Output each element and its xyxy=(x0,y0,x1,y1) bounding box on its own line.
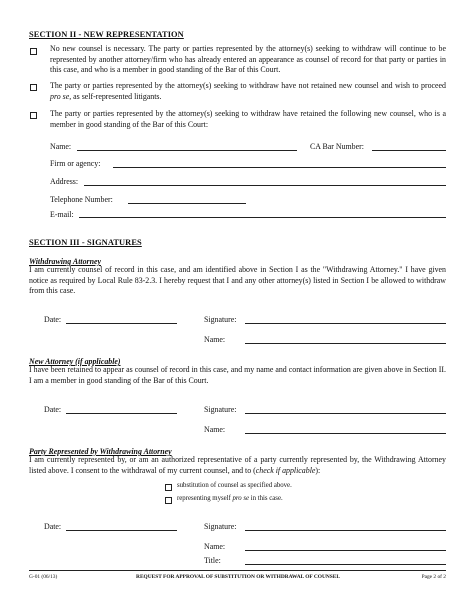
email-field[interactable] xyxy=(79,217,446,218)
new-counsel-name-field[interactable] xyxy=(77,150,297,151)
ca-bar-number-label: CA Bar Number: xyxy=(310,142,364,151)
withdrawing-attorney-title: Withdrawing Attorney xyxy=(29,257,101,266)
substitution-checkbox[interactable] xyxy=(165,484,172,491)
party-title-field[interactable] xyxy=(245,564,446,565)
party-title-label: Title: xyxy=(204,556,221,565)
party-date-field[interactable] xyxy=(66,530,177,531)
firm-label: Firm or agency: xyxy=(50,159,101,168)
email-label: E-mail: xyxy=(50,210,74,219)
withdrawing-date-label: Date: xyxy=(44,315,62,324)
footer-page-number: Page 2 of 2 xyxy=(421,574,446,580)
substitution-option-text: substitution of counsel as specified above. xyxy=(177,482,292,489)
party-signature-field[interactable] xyxy=(245,530,446,531)
new-attorney-signature-field[interactable] xyxy=(245,413,446,414)
footer-title: REQUEST FOR APPROVAL OF SUBSTITUTION OR WITHDRAWAL OF COUNSEL xyxy=(136,574,340,580)
section-3-heading: SECTION III - SIGNATURES xyxy=(29,238,142,247)
new-attorney-title: New Attorney (if applicable) xyxy=(29,357,121,366)
party-represented-statement: I am currently represented by, or am an authorized representative of a party currently represented by, the Withdrawing Attorney listed above. I consent to the withdrawal of my current counsel, and to (check if applicable): xyxy=(29,455,446,475)
new-attorney-date-field[interactable] xyxy=(66,413,177,414)
footer-rule xyxy=(29,570,446,571)
pro-se-consent-text: representing myself pro se in this case. xyxy=(177,495,283,502)
option-no-new-counsel-text: No new counsel is necessary. The party or parties represented by the attorney(s) seeking to withdraw will continue to be represented by another attorney/firm who has already entered an appearance as counsel of record for that party or parties in this case, and who is a member in good standing of the Bar of this Court. xyxy=(50,44,446,75)
footer-form-id: G-01 (06/13) xyxy=(29,574,58,580)
option-new-counsel-text: The party or parties represented by the attorney(s) seeking to withdraw have retained the following new counsel, who is a member in good standing of the Bar of this Court: xyxy=(50,109,446,129)
withdrawing-name-label: Name: xyxy=(204,335,226,344)
new-attorney-statement: I have been retained to appear as counsel of record in this case, and my name and contact information are given above in Section II. I am a member in good standing of the Bar of this Court. xyxy=(29,365,446,385)
withdrawing-name-field[interactable] xyxy=(245,343,446,344)
firm-field[interactable] xyxy=(113,167,446,168)
retained-new-counsel-checkbox[interactable] xyxy=(30,112,37,119)
pro-se-consent-checkbox[interactable] xyxy=(165,497,172,504)
pro-se-checkbox[interactable] xyxy=(30,84,37,91)
party-name-label: Name: xyxy=(204,542,226,551)
new-attorney-name-label: Name: xyxy=(204,425,226,434)
new-attorney-date-label: Date: xyxy=(44,405,62,414)
new-counsel-name-label: Name: xyxy=(50,142,72,151)
withdrawing-signature-field[interactable] xyxy=(245,323,446,324)
party-signature-label: Signature: xyxy=(204,522,237,531)
option-pro-se-text: The party or parties represented by the attorney(s) seeking to withdraw have not retained new counsel and wish to proceed pro se, as self-represented litigants. xyxy=(50,81,446,101)
new-attorney-name-field[interactable] xyxy=(245,433,446,434)
withdrawing-attorney-statement: I am currently counsel of record in this case, and am identified above in Section I as the "Withdrawing Attorney." I have given notice as required by Local Rule 83-2.3. I hereby request that I and any other attorney(s) listed in Section I be allowed to withdraw from this case. xyxy=(29,265,446,296)
party-name-field[interactable] xyxy=(245,550,446,551)
address-field[interactable] xyxy=(84,185,446,186)
telephone-field[interactable] xyxy=(128,203,246,204)
section-2-heading: SECTION II - NEW REPRESENTATION xyxy=(29,30,184,39)
party-represented-title: Party Represented by Withdrawing Attorney xyxy=(29,447,172,456)
telephone-label: Telephone Number: xyxy=(50,195,113,204)
withdrawing-date-field[interactable] xyxy=(66,323,177,324)
new-attorney-signature-label: Signature: xyxy=(204,405,237,414)
no-new-counsel-checkbox[interactable] xyxy=(30,48,37,55)
ca-bar-number-field[interactable] xyxy=(372,150,446,151)
withdrawing-signature-label: Signature: xyxy=(204,315,237,324)
party-date-label: Date: xyxy=(44,522,62,531)
address-label: Address: xyxy=(50,177,79,186)
